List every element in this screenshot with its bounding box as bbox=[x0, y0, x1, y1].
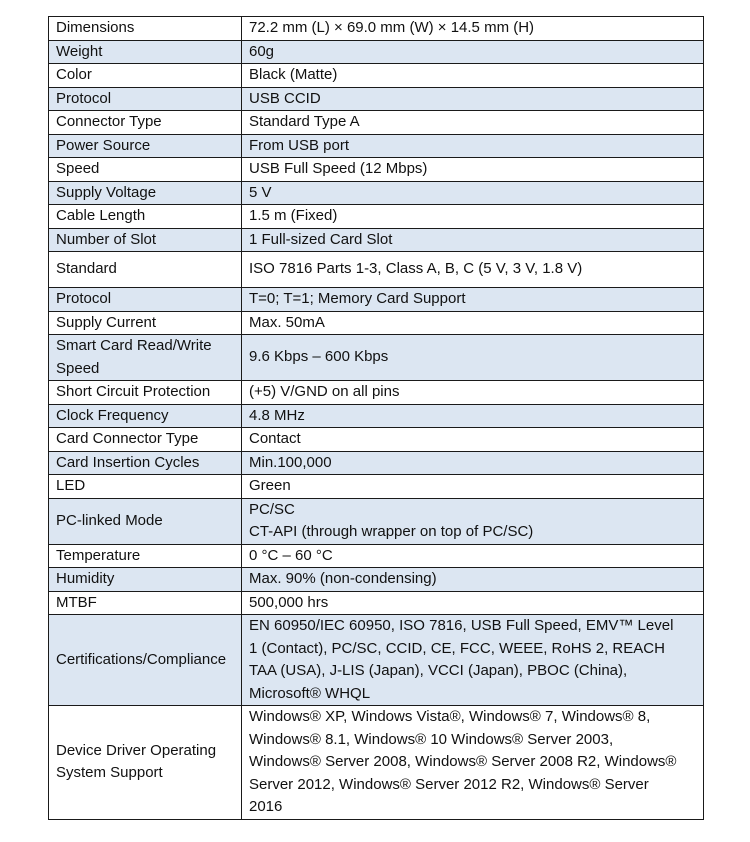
row-label: Cable Length bbox=[49, 205, 242, 229]
table-row bbox=[49, 181, 704, 205]
row-label: Protocol bbox=[49, 87, 242, 111]
row-label: Certifications/Compliance bbox=[49, 615, 242, 706]
table-row bbox=[49, 252, 704, 288]
row-label: Card Insertion Cycles bbox=[49, 451, 242, 475]
row-label: Card Connector Type bbox=[49, 428, 242, 452]
row-label: MTBF bbox=[49, 591, 242, 615]
row-label: Device Driver Operating System Support bbox=[49, 706, 242, 820]
table-row bbox=[49, 451, 704, 475]
row-value: Green bbox=[242, 475, 704, 499]
row-value: 1.5 m (Fixed) bbox=[242, 205, 704, 229]
row-label: Number of Slot bbox=[49, 228, 242, 252]
table-row bbox=[49, 615, 704, 706]
table-row bbox=[49, 475, 704, 499]
row-label: Power Source bbox=[49, 134, 242, 158]
table-row bbox=[49, 706, 704, 820]
row-label: Color bbox=[49, 64, 242, 88]
table-row bbox=[49, 288, 704, 312]
table-row bbox=[49, 544, 704, 568]
row-value: 1 Full-sized Card Slot bbox=[242, 228, 704, 252]
row-value: Contact bbox=[242, 428, 704, 452]
row-value: ISO 7816 Parts 1-3, Class A, B, C (5 V, 3 V, 1.8 V) bbox=[242, 252, 704, 288]
row-value: EN 60950/IEC 60950, ISO 7816, USB Full Speed, EMV™ Level 1 (Contact), PC/SC, CCID, CE, FCC, WEEE, RoHS 2, REACH TAA (USA), J-LIS (Japan), VCCI (Japan), PBOC (China), Microsoft® WHQL bbox=[242, 615, 704, 706]
row-value: 4.8 MHz bbox=[242, 404, 704, 428]
row-label: LED bbox=[49, 475, 242, 499]
row-label: Weight bbox=[49, 40, 242, 64]
row-value: PC/SC CT-API (through wrapper on top of PC/SC) bbox=[242, 498, 704, 544]
table-row bbox=[49, 205, 704, 229]
table-row bbox=[49, 64, 704, 88]
table-row bbox=[49, 381, 704, 405]
row-label: Connector Type bbox=[49, 111, 242, 135]
row-value: Black (Matte) bbox=[242, 64, 704, 88]
table-row bbox=[49, 311, 704, 335]
row-label: Supply Voltage bbox=[49, 181, 242, 205]
table-row bbox=[49, 335, 704, 381]
table-row bbox=[49, 17, 704, 41]
row-value: 60g bbox=[242, 40, 704, 64]
table-row bbox=[49, 158, 704, 182]
row-value: USB CCID bbox=[242, 87, 704, 111]
row-value: From USB port bbox=[242, 134, 704, 158]
table-row bbox=[49, 591, 704, 615]
row-value: (+5) V/GND on all pins bbox=[242, 381, 704, 405]
row-value: 0 °C – 60 °C bbox=[242, 544, 704, 568]
row-label: Speed bbox=[49, 158, 242, 182]
row-label: Clock Frequency bbox=[49, 404, 242, 428]
table-row bbox=[49, 404, 704, 428]
row-value: Max. 90% (non-condensing) bbox=[242, 568, 704, 592]
row-label: Protocol bbox=[49, 288, 242, 312]
row-value: Max. 50mA bbox=[242, 311, 704, 335]
table-row bbox=[49, 87, 704, 111]
row-label: Humidity bbox=[49, 568, 242, 592]
table-row bbox=[49, 134, 704, 158]
table-row bbox=[49, 111, 704, 135]
row-value: Windows® XP, Windows Vista®, Windows® 7, Windows® 8, Windows® 8.1, Windows® 10 Windows® Server 2003, Windows® Server 2008, Windows® Server 2008 R2, Windows® Server 2012, Windows® Server 2012 R2, Windows® Server 2016 bbox=[242, 706, 704, 820]
row-value: Min.100,000 bbox=[242, 451, 704, 475]
row-value: T=0; T=1; Memory Card Support bbox=[242, 288, 704, 312]
row-value: 500,000 hrs bbox=[242, 591, 704, 615]
row-value: 72.2 mm (L) × 69.0 mm (W) × 14.5 mm (H) bbox=[242, 17, 704, 41]
row-label: Short Circuit Protection bbox=[49, 381, 242, 405]
row-value: Standard Type A bbox=[242, 111, 704, 135]
row-label: PC-linked Mode bbox=[49, 498, 242, 544]
row-label: Supply Current bbox=[49, 311, 242, 335]
table-row bbox=[49, 428, 704, 452]
row-label: Temperature bbox=[49, 544, 242, 568]
table-row bbox=[49, 568, 704, 592]
table-row bbox=[49, 228, 704, 252]
row-value: 9.6 Kbps – 600 Kbps bbox=[242, 335, 704, 381]
row-label: Dimensions bbox=[49, 17, 242, 41]
row-label: Smart Card Read/Write Speed bbox=[49, 335, 242, 381]
table-row bbox=[49, 498, 704, 544]
row-label: Standard bbox=[49, 252, 242, 288]
spec-table bbox=[48, 16, 704, 820]
table-row bbox=[49, 40, 704, 64]
row-value: 5 V bbox=[242, 181, 704, 205]
row-value: USB Full Speed (12 Mbps) bbox=[242, 158, 704, 182]
